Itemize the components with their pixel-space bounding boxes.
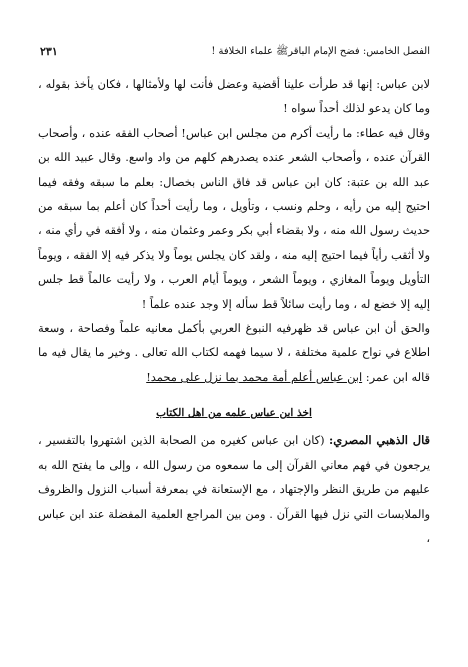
running-title: الفصل الخامس: فضح الإمام الباقرﷺ علماء الخلافة !	[211, 46, 430, 57]
page-body	[38, 72, 430, 550]
paragraph-2: وقال فيه عطاء: ما رأيت أكرم من مجلس ابن عباس! أصحاب الفقه عنده ، وأصحاب القرآن عنده ، وأصحاب الشعر عنده يصدرهم كلهم من واد واسع. وقال عبيد الله بن عبد الله بن عتبة: كان ابن عباس قد فاق الناس بخصال: بعلم ما سبقه وفقه فيما احتيج إليه من رأيه ، وحلم ونسب ، وتأويل ، وما رأيت أحداً كان أعلم بما سبقه من حديث رسول الله منه ، ولا بقضاء أبي بكر وعمر وعثمان منه ، ولا أفقه في رأي منه ، ولا أثقب رأياً فيما احتيج إليه منه ، ولقد كان يجلس يوماً ولا يذكر فيه إلا الفقه ، ويوماً التأويل ويوماً المغازي ، ويوماً الشعر ، ويوماً أيام العرب ، ولا رأيت عالماً قط جلس إليه إلا خضع له ، وما رأيت سائلاً قط سأله إلا وجد عنده علماً !	[38, 125, 430, 311]
paragraph-1: لابن عباس: إنها قد طرأت علينا أقضية وعضل فأنت لها ولأمثالها ، فكان يأخذ بقوله ، وما كان يدعو لذلك أحداً سواه !	[38, 77, 430, 116]
underlined-quote: ابن عباس أعلم أمة محمد بما نزل على محمد!	[146, 369, 363, 384]
paragraph-4-text: (كان ابن عباس كغيره من الصحابة الذين اشتهروا بالتفسير ، يرجعون في فهم معاني القرآن إلى ما سمعوه من رسول الله ، وإلى ما يفتح الله به عليهم من طريق النظر والإجتهاد ، مع الإستعانة في بمعرفة أسباب النزول والظروف والملابسات التي نزل فيها القرآن . ومن بين المراجع العلمية المفضلة عند ابن عباس ،	[38, 433, 430, 545]
paragraph-3	[38, 316, 430, 389]
paragraph-3-text: والحق أن ابن عباس قد ظهرفيه النبوغ العربي بأكمل معانيه علماً وفصاحة ، وسعة اطلاع في نواح علمية مختلفة ، لا سيما فهمه لكتاب الله تعالى . وخير ما يقال فيه ما قاله ابن عمر:	[38, 321, 430, 384]
paragraph-4-label: قال الذهبي المصري:	[329, 433, 430, 448]
section-heading: اخذ ابن عباس علمه من اهل الكتاب	[156, 407, 312, 420]
page-number: ٢٣١	[40, 45, 58, 58]
page-header	[40, 44, 430, 60]
paragraph-4	[38, 428, 430, 550]
